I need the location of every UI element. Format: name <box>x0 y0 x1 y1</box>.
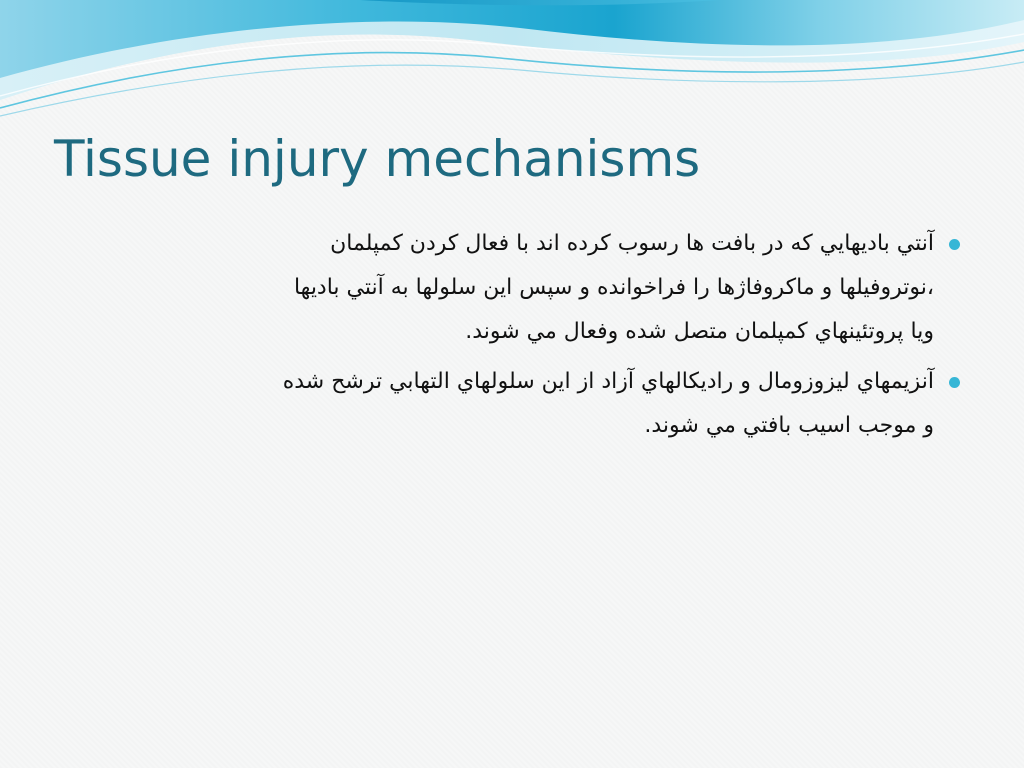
header-wave-decoration <box>0 0 1024 130</box>
bullet-text-line: آنتي باديهايي که در بافت ها رسوب کرده اند با فعال کردن کمپلمان <box>330 231 934 256</box>
bullet-dot-icon <box>949 239 960 250</box>
bullet-text-line: ،نوتروفيلها و ماکروفاژها را فراخوانده و سپس اين سلولها به آنتي باديها <box>293 275 934 300</box>
wave-line-2 <box>0 62 1024 116</box>
bullet-dot-icon <box>949 377 960 388</box>
bullet-list <box>50 222 964 454</box>
bullet-item <box>50 222 964 354</box>
bullet-item <box>50 360 964 448</box>
bullet-text-line: آنزيمهاي ليزوزومال و راديکالهاي آزاد از اين سلولهاي التهابي ترشح شده <box>282 369 934 394</box>
bullet-text-line: ويا پروتئينهاي کمپلمان متصل شده وفعال مي شوند. <box>465 319 934 344</box>
slide-title: Tissue injury mechanisms <box>54 130 701 188</box>
bullet-text-line: و موجب اسيب بافتي مي شوند. <box>644 413 934 438</box>
